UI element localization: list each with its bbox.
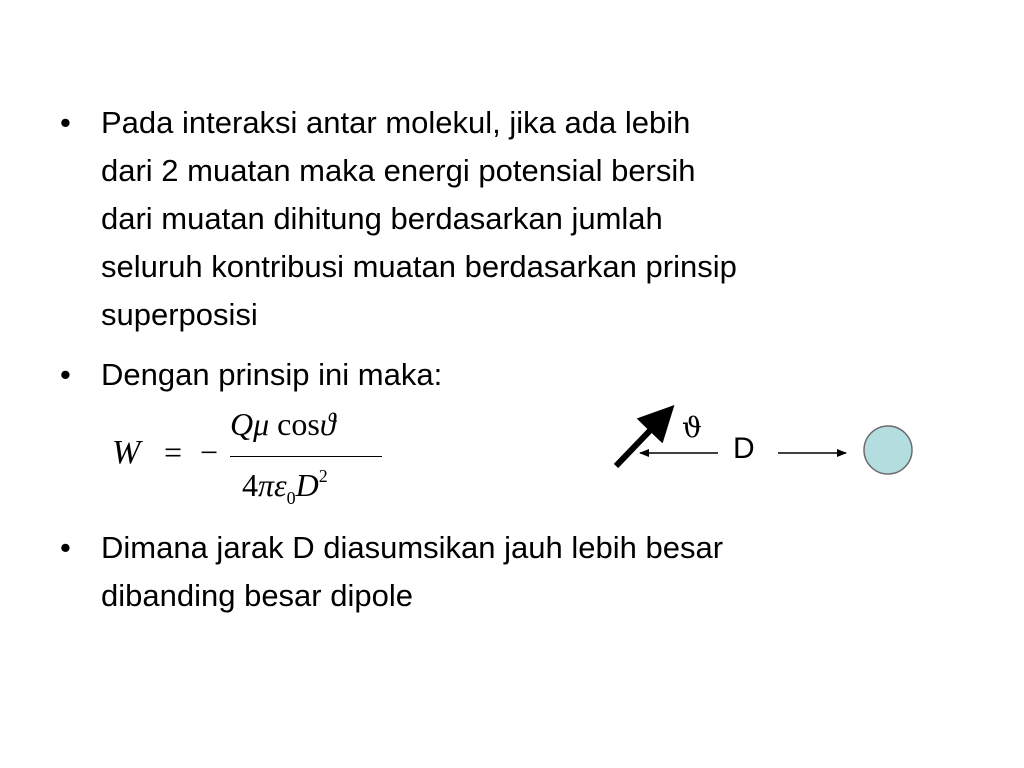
formula-theta: ϑ — [319, 406, 336, 442]
formula-d: D — [295, 467, 319, 503]
bullet-line: dibanding besar dipole — [101, 578, 413, 613]
formula-numerator — [230, 406, 390, 443]
bullet-line: Dengan prinsip ini maka: — [101, 357, 443, 392]
formula-epsilon-sub: 0 — [286, 488, 296, 508]
charge-circle — [864, 426, 912, 474]
formula-pi: π — [258, 467, 275, 503]
formula-mu: μ — [253, 406, 270, 442]
fraction-bar — [230, 456, 382, 457]
formula-four: 4 — [242, 467, 258, 503]
bullet-line: dari muatan dihitung berdasarkan jumlah — [101, 201, 663, 236]
formula-epsilon: ε — [274, 467, 287, 503]
energy-formula — [112, 404, 402, 514]
bullet-marker: • — [60, 357, 71, 392]
bullet-text — [101, 351, 442, 399]
bullet-line: dari 2 muatan maka energi potensial bersih — [101, 153, 696, 188]
formula-minus: − — [200, 434, 219, 470]
bullet-line: seluruh kontribusi muatan berdasarkan prinsip — [101, 249, 737, 284]
bullet-text — [101, 524, 723, 620]
dipole-diagram-graphic — [600, 398, 930, 488]
bullet-line: Dimana jarak D diasumsikan jauh lebih besar — [101, 530, 724, 565]
bullet-marker: • — [60, 530, 71, 565]
bullet-text — [101, 99, 737, 339]
formula-equals: = — [164, 434, 183, 470]
theta-label: ϑ — [682, 411, 703, 444]
distance-label: D — [733, 432, 755, 465]
formula-cos: cos — [277, 406, 320, 442]
formula-lhs: W — [112, 434, 141, 471]
dipole-arrow — [616, 418, 662, 466]
bullet-line: Pada interaksi antar molekul, jika ada lebih — [101, 105, 691, 140]
formula-q: Q — [230, 406, 254, 442]
bullet-marker: • — [60, 105, 71, 140]
formula-denominator — [242, 466, 402, 509]
bullet-line: superposisi — [101, 297, 258, 332]
formula-d-sup: 2 — [318, 466, 328, 486]
dipole-diagram — [600, 398, 930, 488]
